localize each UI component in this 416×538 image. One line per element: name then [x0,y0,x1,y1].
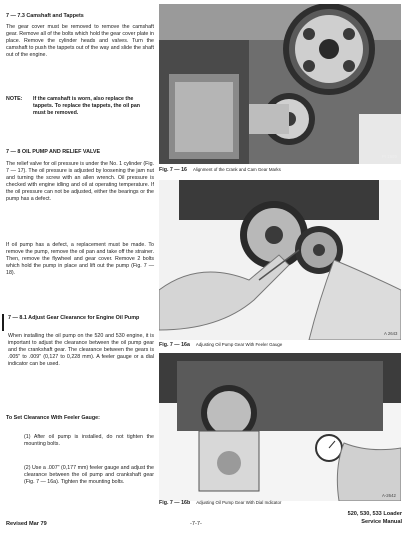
section-heading-oil-pump: 7 — 8 OIL PUMP AND RELIEF VALVE [6,149,101,155]
footer-model-name: 520, 530, 533 Loader [347,511,402,517]
figure-caption-1 [159,167,281,173]
feeler-step-2: (2) Use a .007" (0,177 mm) feeler gauge and adjust the clearance between the oil pump and crankshaft gear (Fig. 7 — 16a). Tighten the mounting bolts. [24,465,154,486]
figure-code-3: A-2642 [382,493,396,498]
oil-pump-paragraph-1: The relief valve for oil pressure is under the No. 1 cylinder (Fig. 7 — 17). The oil pressure is adjusted by loosening the jam nut and turning the screw with an allen wrench. Oil pressure is checked with engine idling and oil at operating temperature. If the oil pressure can not be adjusted, either the bearings or the pump has a defect. [6,161,154,203]
camshaft-note [6,96,154,117]
section-heading-feeler-gauge: To Set Clearance With Feeler Gauge: [6,415,100,421]
figure-label-3: Fig. 7 — 16b [159,500,191,506]
section-heading-gear-clearance: 7 — 8.1 Adjust Gear Clearance for Engine Oil Pump [8,315,140,321]
figure-code-2: A 2643 [384,331,398,336]
gear-clearance-paragraph: When installing the oil pump on the 520 and 530 engine, it is important to adjust the clearance between the oil pump gear and the crankshaft gear. The clearance between the gears is .005" to .009" (0,127 to 0,228 mm). A feeler gauge or a dial indicator can be used. [8,333,154,368]
figure-label-1: Fig. 7 — 16 [159,167,187,173]
footer-page-number: -7-7- [190,521,202,527]
figure-caption-text-2: Adjusting Oil Pump Gear With Feeler Gauge [195,342,283,347]
oil-pump-paragraph-2: If oil pump has a defect, a replacement must be made. To remove the pump, remove the oil pan and take off the strainer. Then, remove the flywheel and gear cover. Remove 2 bolts which hold the pump in place and lift out the pump (Fig. 7 — 18). [6,242,154,277]
footer-manual-name: Service Manual [361,519,402,525]
footer-revised: Revised Mar 79 [6,521,47,527]
figure-label-2: Fig. 7 — 16a [159,342,190,348]
note-label: NOTE: [6,96,23,102]
figure-caption-3 [159,500,281,506]
figure-photo-cam-gears [159,4,401,164]
camshaft-paragraph: The gear cover must be removed to remove the camshaft gear. Remove all of the bolts which hold the gear cover plate in place. Remove the cylinder heads and valves. Turn the camshaft to push the tappets out of the way and slide the shaft out of the engine. [6,24,154,59]
figure-caption-text-1: Alignment of the Crank and Cam Gear Marks [192,167,281,172]
revision-bar [2,314,4,331]
figure-photo-feeler-gauge [159,180,401,340]
footer-model [348,510,402,526]
note-text: If the camshaft is worn, also replace the tappets. To replace the tappets, the oil pan must be removed. [33,96,141,116]
section-heading-camshaft: 7 — 7.3 Camshaft and Tappets [6,13,84,19]
figure-code-1: PI 1909 [382,154,397,159]
figure-caption-2 [159,342,282,348]
figure-caption-text-3: Adjusting Oil Pump Gear With Dial Indicator [196,500,282,505]
feeler-step-1: (1) After oil pump is installed, do not tighten the mounting bolts. [24,434,154,448]
figure-photo-dial-indicator [159,353,401,501]
